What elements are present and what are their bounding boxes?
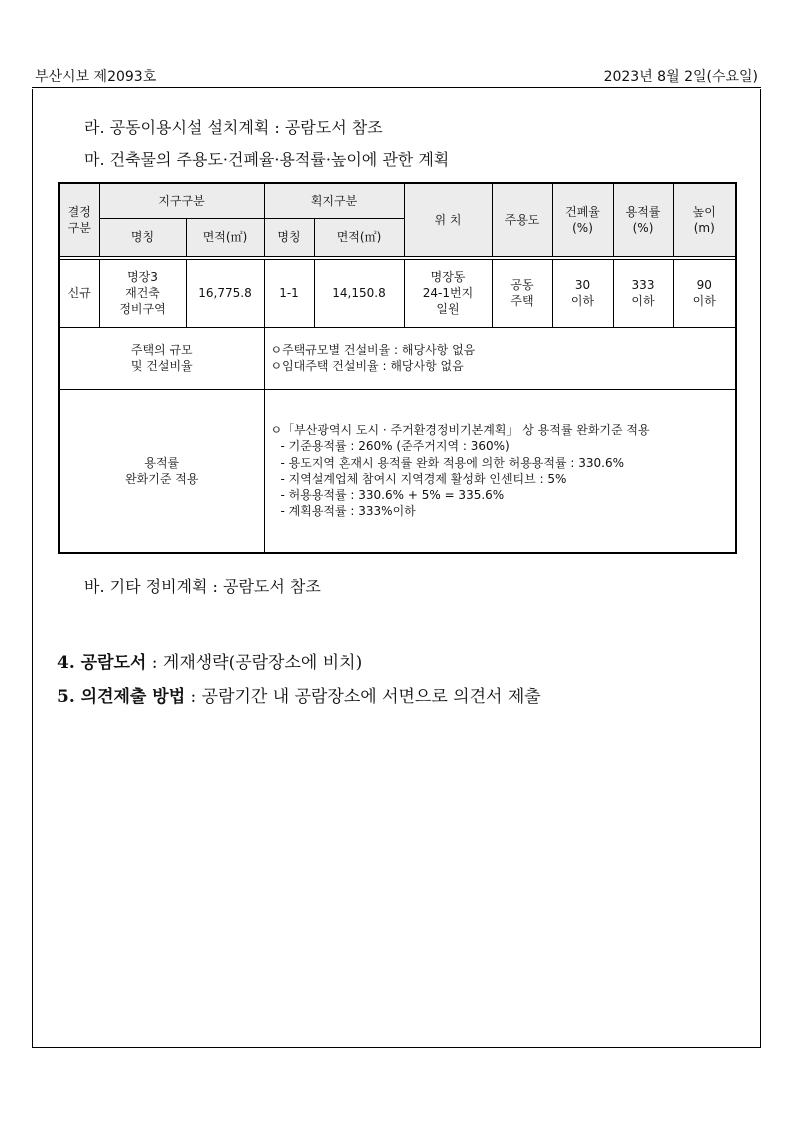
header-main-use: 주용도 — [492, 183, 552, 256]
header-district: 지구구분 — [99, 183, 264, 218]
far-criteria-line: - 지역설계업체 참여시 지역경제 활성화 인센티브 : 5% — [280, 471, 567, 486]
header-coverage: 건폐율 (%) — [552, 183, 613, 256]
cell-main-use: 공동 주택 — [492, 259, 552, 327]
far-criteria-line: - 계획용적률 : 333%이하 — [280, 504, 416, 519]
section-ba: 바. 기타 정비계획 : 공람도서 참조 — [84, 577, 321, 596]
header-district-area: 면적(㎡) — [186, 218, 264, 256]
item-4 — [57, 648, 362, 673]
cell-coverage: 30 이하 — [552, 259, 613, 327]
far-criteria-line: - 허용용적률 : 330.6% + 5% = 335.6% — [280, 487, 505, 502]
header-height: 높이 (m) — [673, 183, 736, 256]
table-row — [59, 259, 736, 327]
item-5-text: : 공람기간 내 공람장소에 서면으로 의견서 제출 — [185, 687, 541, 707]
far-criteria-label: 용적률 완화기준 적용 — [59, 389, 264, 553]
header-decision: 결정 구분 — [59, 183, 99, 256]
item-5-label: 5. 의견제출 방법 — [57, 687, 186, 707]
housing-scale-line: ㅇ주택규모별 건설비율 : 해당사항 없음 — [270, 342, 476, 357]
publication-date: 2023년 8월 2일(수요일) — [603, 69, 758, 85]
cell-location: 명장동 24-1번지 일원 — [404, 259, 492, 327]
publication-title: 부산시보 제2093호 — [35, 69, 157, 85]
housing-scale-label: 주택의 규모 및 건설비율 — [59, 327, 264, 389]
header-far: 용적률 (%) — [613, 183, 673, 256]
far-criteria-content — [264, 389, 736, 553]
housing-scale-line: ㅇ임대주택 건설비율 : 해당사항 없음 — [270, 359, 464, 373]
section-ma: 마. 건축물의 주용도·건폐율·용적률·높이에 관한 계획 — [84, 150, 450, 169]
building-plan-table — [58, 182, 737, 554]
header-lot-name: 명칭 — [264, 218, 314, 256]
header-lot: 획지구분 — [264, 183, 404, 218]
cell-lot-area: 14,150.8 — [314, 259, 404, 327]
cell-decision: 신규 — [59, 259, 99, 327]
cell-district-name: 명장3 재건축 정비구역 — [99, 259, 186, 327]
cell-lot-name: 1-1 — [264, 259, 314, 327]
cell-height: 90 이하 — [673, 259, 736, 327]
far-criteria-line: ㅇ「부산광역시 도시 · 주거환경정비기본계획」 상 용적률 완화기준 적용 — [270, 423, 650, 438]
cell-district-area: 16,775.8 — [186, 259, 264, 327]
far-criteria-line: - 기준용적률 : 260% (준주거지역 : 360%) — [280, 439, 510, 454]
header-lot-area: 면적(㎡) — [314, 218, 404, 256]
cell-far: 333 이하 — [613, 259, 673, 327]
far-criteria-line: - 용도지역 혼재시 용적률 완화 적용에 의한 허용용적률 : 330.6% — [280, 455, 624, 470]
header-location: 위 치 — [404, 183, 492, 256]
header-rule — [32, 87, 761, 88]
item-4-text: : 게재생략(공람장소에 비치) — [146, 653, 363, 673]
header-district-name: 명칭 — [99, 218, 186, 256]
item-5 — [57, 682, 541, 707]
section-la: 라. 공동이용시설 설치계획 : 공람도서 참조 — [84, 118, 383, 137]
housing-scale-content — [264, 327, 736, 389]
item-4-label: 4. 공람도서 — [57, 653, 147, 673]
